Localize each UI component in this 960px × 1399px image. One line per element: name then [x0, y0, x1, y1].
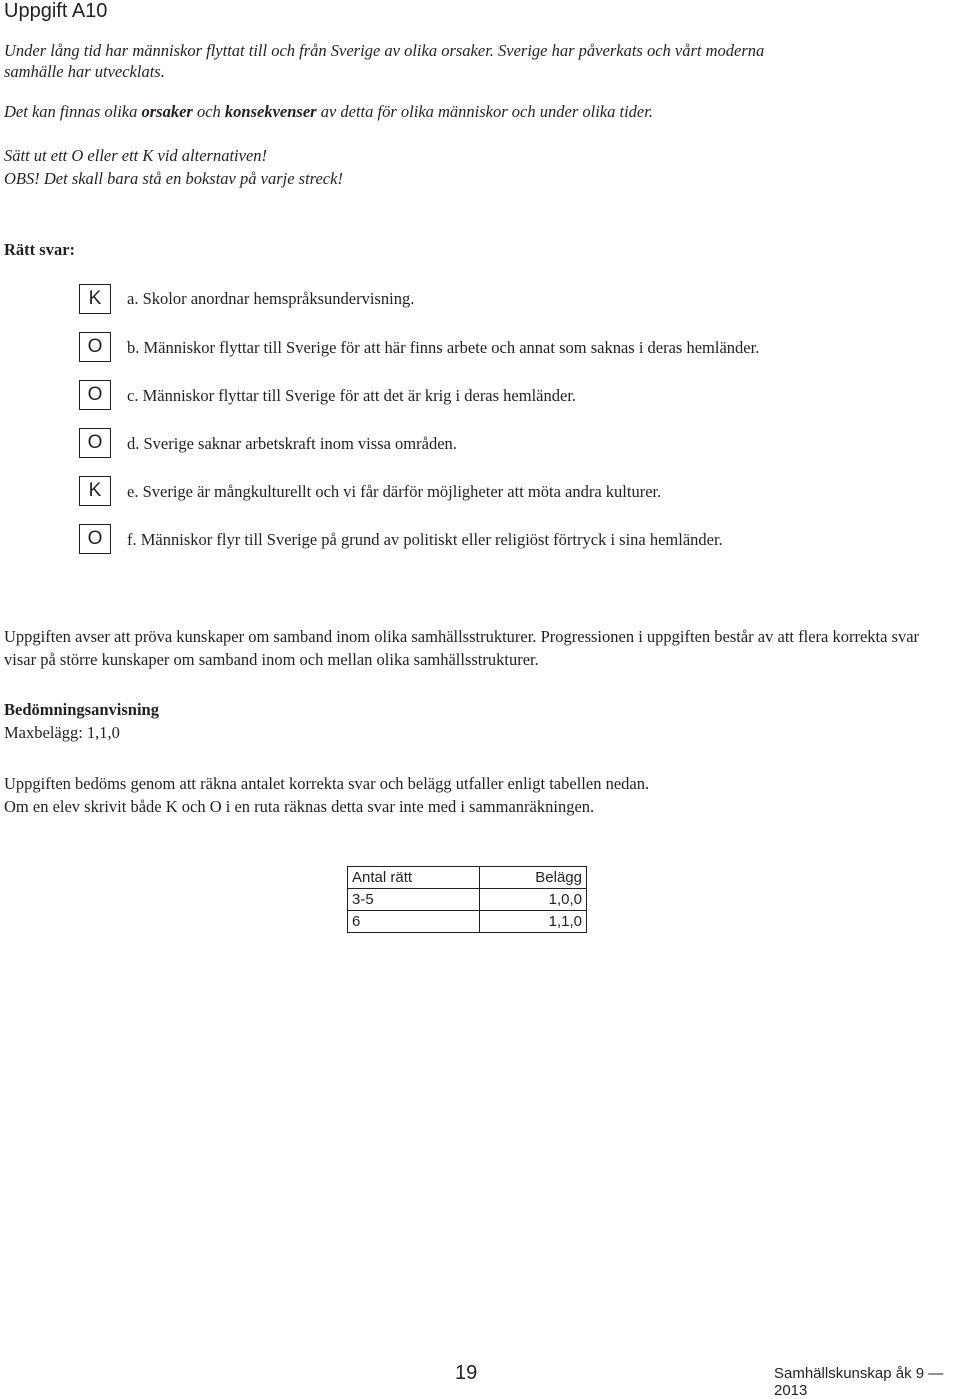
answer-box-e: K — [79, 476, 111, 506]
table-cell: 1,1,0 — [480, 911, 587, 933]
answer-box-c: O — [79, 380, 111, 410]
answer-box-f: O — [79, 524, 111, 554]
statement-b: b. Människor flyttar till Sverige för att här finns arbete och annat som saknas i deras hemländer. — [127, 338, 760, 357]
method-line-2: Om en elev skrivit både K och O i en ruta räknas detta svar inte med i sammanräkningen. — [4, 797, 595, 816]
table-cell: 6 — [348, 911, 480, 933]
page-title: Uppgift A10 — [4, 0, 108, 22]
page-number: 19 — [455, 1362, 478, 1384]
answer-heading: Rätt svar: — [4, 240, 76, 259]
table-cell: 3-5 — [348, 889, 480, 911]
assessment-heading: Bedömningsanvisning — [4, 700, 159, 719]
causes-bold-konsekvenser: konsekvenser — [224, 102, 317, 121]
table-row — [348, 889, 587, 911]
causes-bold-orsaker: orsaker — [141, 102, 193, 121]
statement-a: a. Skolor anordnar hemspråksundervisning. — [127, 289, 415, 308]
max-value: Maxbelägg: 1,1,0 — [4, 723, 120, 742]
table-cell: 1,0,0 — [480, 889, 587, 911]
answer-box-d: O — [79, 428, 111, 458]
answer-box-a: K — [79, 284, 111, 314]
method-line-1: Uppgiften bedöms genom att räkna antalet korrekta svar och belägg utfaller enligt tabellen nedan. — [4, 774, 650, 793]
answer-box-b: O — [79, 332, 111, 362]
statement-c: c. Människor flyttar till Sverige för att det är krig i deras hemländer. — [127, 386, 577, 405]
causes-part1: Det kan finnas olika — [4, 102, 142, 121]
causes-part2: och — [192, 102, 225, 121]
footer-label: Samhällskunskap åk 9 — 2013 — [774, 1365, 944, 1399]
table-row — [348, 911, 587, 933]
grading-table — [347, 866, 587, 933]
purpose-text: Uppgiften avser att pröva kunskaper om samband inom olika samhällsstrukturer. Progressionen i uppgiften består av att flera korrekta svar visar på större kunskaper om samband inom och mellan olika samhällsstrukturer. — [4, 627, 920, 669]
table-header-antal: Antal rätt — [348, 867, 480, 889]
instruction-line-1: Sätt ut ett O eller ett K vid alternativen! — [4, 146, 268, 165]
causes-text — [4, 101, 653, 122]
intro-text: Under lång tid har människor flyttat till och från Sverige av olika orsaker. Sverige har påverkats och vårt moderna samhälle har utvecklats. — [4, 41, 765, 81]
causes-part3: av detta för olika människor och under olika tider. — [316, 102, 653, 121]
statement-e: e. Sverige är mångkulturellt och vi får därför möjligheter att möta andra kulturer. — [127, 482, 662, 501]
table-header-row — [348, 867, 587, 889]
instruction-line-2: OBS! Det skall bara stå en bokstav på varje streck! — [4, 169, 343, 188]
statement-f: f. Människor flyr till Sverige på grund av politiskt eller religiöst förtryck i sina hemländer. — [127, 530, 723, 549]
table-header-belagg: Belägg — [480, 867, 587, 889]
statement-d: d. Sverige saknar arbetskraft inom vissa områden. — [127, 434, 457, 453]
